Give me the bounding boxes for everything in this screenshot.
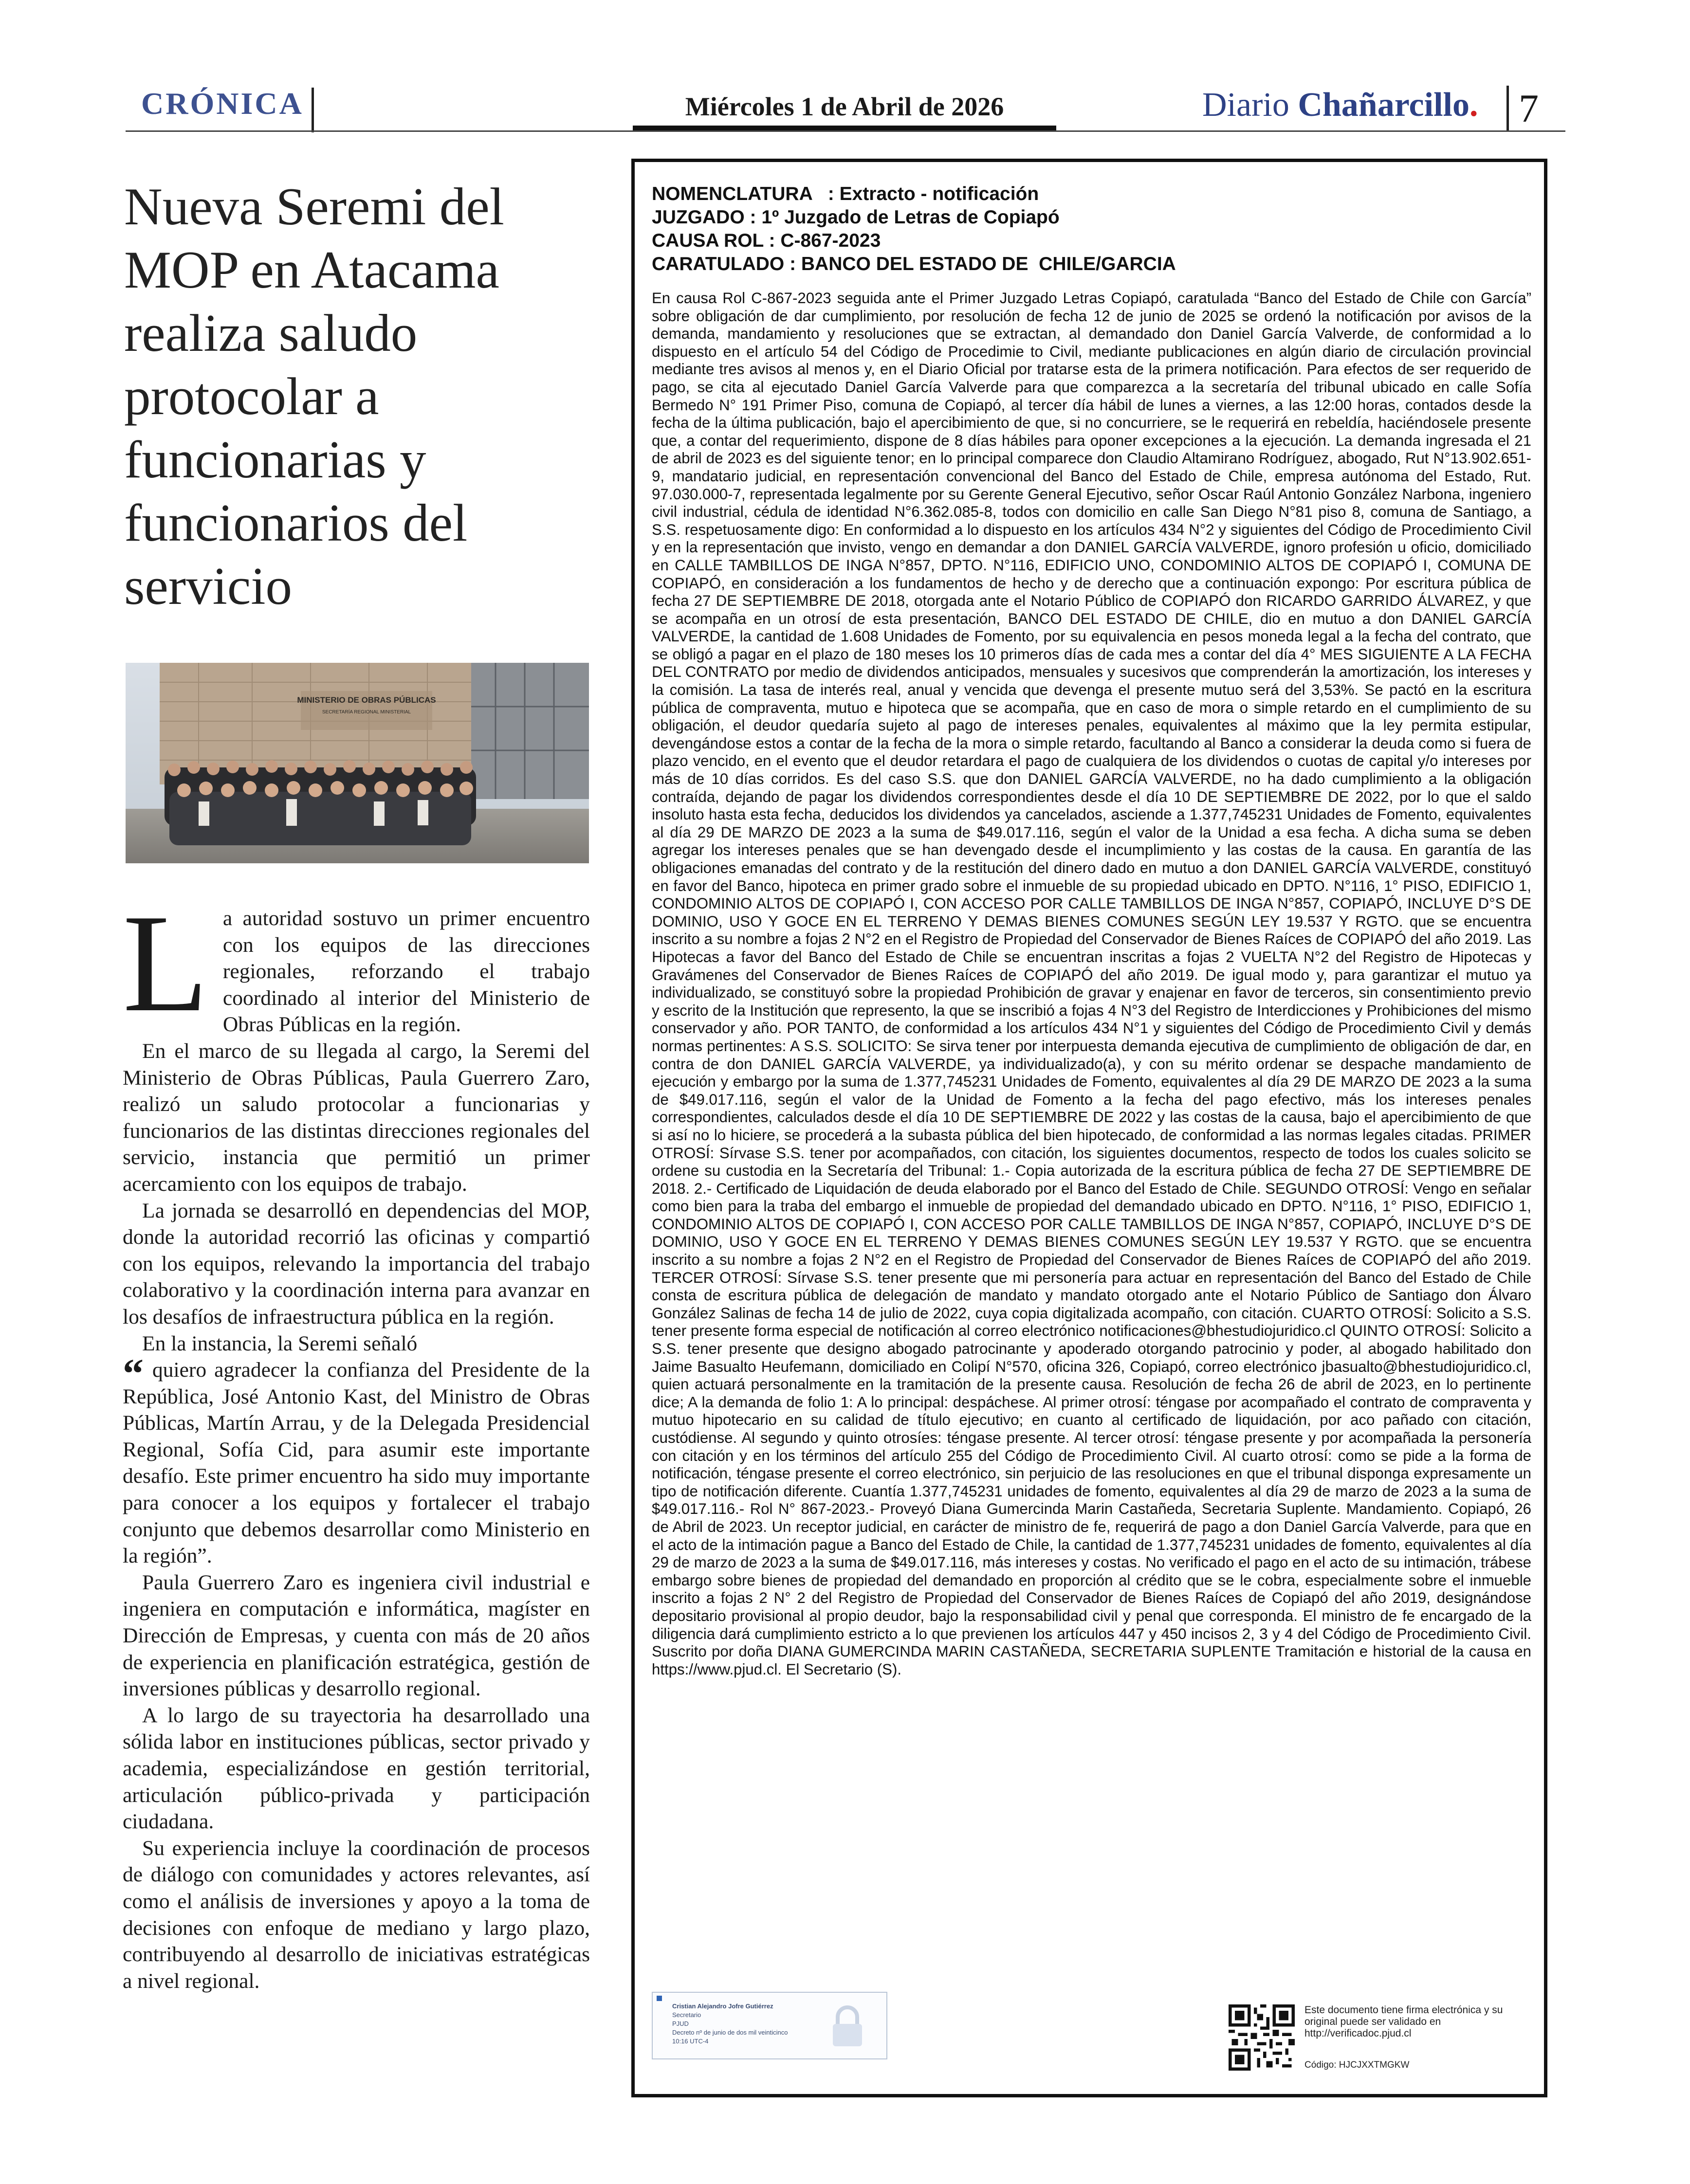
group-photo-illustration <box>126 663 589 863</box>
signer-role: Secretario <box>672 2011 701 2019</box>
article-paragraph: Su experiencia incluye la coordinación de procesos de diálogo con comunidades y actores relevantes, así como el análisis de inversiones y apoyo a la toma de decisiones con enfoque de mediano y largo plazo, contribuyendo al desarrollo de iniciativas estratégicas a nivel regional. <box>123 1836 590 1993</box>
article-paragraph: En la instancia, la Seremi señaló <box>142 1331 418 1355</box>
building-sign-subtitle: SECRETARÍA REGIONAL MINISTERIAL <box>322 710 411 715</box>
article-paragraph: Paula Guerrero Zaro es ingeniera civil industrial e ingeniera en computación e informática, magíster en Dirección de Empresas, y cuenta con más de 20 años de experiencia en planificación estratégica, gestión de inversiones públicas y desarrollo regional. <box>123 1570 590 1701</box>
signature-time: 10:16 UTC-4 <box>672 2038 709 2045</box>
quote-text: quiero agradecer la confianza del Presidente de la República, José Antonio Kast, del Ministro de Obras Públicas, Martín Arrau, y de la Delegada Presidencial Regional, Sofía Cid, para asumir este importante desafío. Este primer encuentro ha sido muy importante para conocer a los equipos y fortalecer el trabajo conjunto que debemos desarrollar como Ministerio en la región”. <box>123 1358 590 1568</box>
article-lead-paragraph <box>123 886 590 1041</box>
pjud-logo-icon <box>657 1996 662 2001</box>
verification-code: Código: HJCJXXTMGKW <box>1304 2060 1410 2070</box>
notice-heading-line: NOMENCLATURA : Extracto - notificación <box>652 183 1039 204</box>
drop-cap: L <box>123 886 208 1041</box>
lead-text: a autoridad sostuvo un primer encuentro con los equipos de las direcciones regionales, reforzando el trabajo coordinado al interior del Ministerio de Obras Públicas en la región. <box>222 907 590 1037</box>
signer-name: Cristian Alejandro Jofre Gutiérrez <box>672 2002 773 2010</box>
qr-code-icon <box>1229 2004 1295 2071</box>
notice-body-text: En causa Rol C-867-2023 seguida ante el Primer Juzgado Letras Copiapó, caratulada “Banco del Estado de Chile con García” sobre obligación de dar cumplimiento, por resolución de fecha 12 de junio de 2025 se ordenó la notificación por avisos de la demanda, mandamiento y resoluciones que se extractan, al demandado don Daniel García Valverde, de conformidad a lo dispuesto en el artículo 54 del Código de Procedimie to Civil, mediante publicaciones en algún diario de circulación provincial mediante tres avisos al menos y, en el Diario Oficial por tratarse esta de la primera notificación. Para efectos de ser requerido de pago, se cita al ejecutado Daniel García Valverde para que comparezca a la secretaría del tribunal ubicado en calle Sofía Bermedo N° 191 Primer Piso, comuna de Copiapó, al tercer día hábil de lunes a viernes, a las 12:00 horas, contados desde la fecha de la última publicación, bajo el apercibimiento de que, si no concurriere, se le requerirá en rebeldía, haciéndosele presente que, a contar del requerimiento, dispone de 8 días hábiles para oponer excepciones a la ejecución. La demanda ingresada el 21 de abril de 2023 es del siguiente tenor; en lo principal comparece don Claudio Altamirano Rodríguez, abogado, Rut N°13.902.651-9, mandatario judicial, en representación convencional del Banco del Estado de Chile, empresa autónoma del Estado, Rut. 97.030.000-7, representada legalmente por su Gerente General Ejecutivo, señor Oscar Raúl Antonio González Narbona, ingeniero civil industrial, cédula de identidad N°6.362.085-8, todos con domicilio en calle San Diego N°81 piso 8, comuna de Santiago, a S.S. respetuosamente digo: En conformidad a lo dispuesto en los artículos 434 N°2 y siguientes del Código de Procedimiento Civil y en la representación que invisto, vengo en demandar a don DANIEL GARCÍA VALVERDE, ignoro profesión u oficio, domiciliado en CALLE TAMBILLOS DE INGA N°857, DPTO. N°116, EDIFICIO UNO, CONDOMINIO ALTOS DE COPIAPÓ I, COMUNA DE COPIAPÓ, en consideración a los fundamentos de hecho y de derecho que a continuación expongo: Por escritura pública de fecha 27 DE SEPTIEMBRE DE 2018, otorgada ante el Notario Público de COPIAPÓ don RICARDO GARRIDO ÁLVAREZ, y que se acompaña en un otrosí de esta presentación, BANCO DEL ESTADO DE CHILE, dio en mutuo a don DANIEL GARCÍA VALVERDE, la cantidad de 1.608 Unidades de Fomento, por su equivalencia en pesos moneda legal a la fecha del contrato, que se obligó a pagar en el plazo de 180 meses los 10 primeros días de cada mes a contar del día 4° MES SIGUIENTE A LA FECHA DEL CONTRATO por medio de dividendos anticipados, mensuales y sucesivos que comprenderán la amortización, los intereses y la comisión. La tasa de interés real, anual y vencida que devenga el presente mutuo será del 3,53%. Se pactó en la escritura pública de compraventa, mutuo e hipoteca que se acompaña, que en caso de mora o simple retardo en el cumplimiento de su obligación, el deudor quedaría sujeto al pago de intereses penales, equivalentes al máximo que la ley permita estipular, devengándose estos a contar de la fecha de la mora o simple retardo, facultando al Banco a considerar la deuda como si fuera de plazo vencido, en el evento que el deudor retardara el pago de cualquiera de los dividendos o cuotas de capital y/o intereses por más de 10 días corridos. Es del caso S.S. que don DANIEL GARCÍA VALVERDE, no ha dado cumplimiento a la obligación contraída, dejando de pagar los dividendos correspondientes desde el día 10 DE SEPTIEMBRE DE 2022, por lo que el saldo insoluto hasta esta fecha, deducidos los dividendos ya cancelados, asciende a 1.377,745231 Unidades de Fomento, equivalentes al día 29 DE MARZO DE 2023 a la suma de $49.017.116, según el valor de la Unidad a esa fecha. A dicha suma se deben agregar los intereses penales que se han devengado desde el incumplimiento y las costas de la causa. En garantía de las obligaciones emanadas del contrato y de la restitución del dinero dado en mutuo a don DANIEL GARCÍA VALVERDE, constituyó en favor del Banco, hipoteca en primer grado sobre el inmueble de su propiedad ubicado en DPTO. N°116, 1° PISO, EDIFICIO 1, CONDOMINIO ALTOS DE COPIAPÓ I, CON ACCESO POR CALLE TAMBILLOS DE INGA N°857, COPIAPÓ, INCLUYE D°S DE DOMINIO, USO Y GOCE EN EL TERRENO Y DEMAS BIENES COMUNES SEGÚN LEY 19.537 Y RGTO. que se encuentra inscrito a su nombre a fojas 2 N°2 en el Registro de Propiedad del Conservador de Bienes Raíces de COPIAPÓ del año 2019. Las Hipotecas a favor del Banco del Estado de Chile se encuentran inscritas a fojas 2 VUELTA N°2 del Registro de Hipotecas y Gravámenes del Conservador de Bienes Raíces de COPIAPÓ del año 2019. De igual modo y, para garantizar el mutuo ya individualizado, se constituyó sobre la propiedad Prohibición de gravar y enajenar en favor de terceros, sin consentimiento previo y escrito de la Institución que represento, la que se inscribió a fojas 4 N°3 del Registro de Interdicciones y Prohibiciones del mismo conservador y año. POR TANTO, de conformidad a los artículos 434 N°1 y siguientes del Código de Procedimiento Civil y demás normas pertinentes: A S.S. SOLICITO: Se sirva tener por interpuesta demanda ejecutiva de cumplimiento de obligación de dar, en contra de don DANIEL GARCÍA VALVERDE, ya individualizado(a), y con su mérito ordenar se despache mandamiento de ejecución y embargo por la suma de 1.377,745231 Unidades de Fomento, equivalentes al día 29 DE MARZO DE 2023 a la suma de $49.017.116, según el valor de la Unidad de Fomento a la fecha del pago efectivo, más los intereses penales correspondientes, calculados desde el día 10 DE SEPTIEMBRE DE 2022 y las costas de la causa, bajo el apercibimiento de que si así no lo hiciere, se procederá a la subasta pública del bien hipotecado, de conformidad a las normas legales citadas. PRIMER OTROSÍ: Sírvase S.S. tener por acompañados, con citación, los siguientes documentos, respecto de todos los cuales solicito se ordene su custodia en la Secretaría del Tribunal: 1.- Copia autorizada de la escritura pública de fecha 27 DE SEPTIEMBRE DE 2018. 2.- Certificado de Liquidación de deuda elaborado por el Banco del Estado de Chile. SEGUNDO OTROSÍ: Vengo en señalar como bien para la traba del embargo el inmueble de propiedad del demandado ubicado en DPTO. N°116, 1° PISO, EDIFICIO 1, CONDOMINIO ALTOS DE COPIAPÓ I, CON ACCESO POR CALLE TAMBILLOS DE INGA N°857, COPIAPÓ, INCLUYE D°S DE DOMINIO, USO Y GOCE EN EL TERRENO Y DEMAS BIENES COMUNES SEGÚN LEY 19.537 Y RGTO. que se encuentra inscrito a su nombre a fojas 2 N°2 en el Registro de Propiedad del Conservador de Bienes Raíces de COPIAPÓ del año 2019. TERCER OTROSÍ: Sírvase S.S. tener presente que mi personería para actuar en representación del Banco del Estado de Chile consta de escritura pública de delegación de mandato y mandato otorgado ante el Notario Público de Santiago don Álvaro González Salinas de fecha 14 de julio de 2022, cuya copia digitalizada acompaño, con citación. CUARTO OTROSÍ: Solicito a S.S. tener presente forma especial de notificación al correo electrónico notificaciones@bhestudiojuridico.cl QUINTO OTROSÍ: Solicito a S.S. tener presente que designo abogado patrocinante y apoderado otorgando patrocinio y poder, al abogado habilitado don Jaime Basualto Heufemann, domiciliado en Colipí N°570, oficina 326, Copiapó, correo electrónico jbasualto@bhestudiojuridico.cl, quien actuará personalmente en la tramitación de la presente causa. Resolución de fecha 26 de abril de 2023, en lo pertinente dice; A la demanda de folio 1: A lo principal: despáchese. Al primer otrosí: téngase por acompañado el contrato de compraventa y mutuo hipotecario en su calidad de título ejecutivo; en cuanto al certificado de liquidación, por aco pañado con citación, custódiense. Al segundo y quinto otrosíes: téngase presente. Al tercer otrosí: téngase presente y por acompañada la personería con citación y en los términos del artículo 255 del Código de Procedimiento Civil. Al cuarto otrosí: como se pide a la forma de notificación, téngase presente el correo electrónico, sin perjuicio de las resoluciones en que el tribunal disponga expresamente un tipo de notificación diferente. Cuantía 1.377,745231 unidades de fomento, equivalentes al día 29 de marzo de 2023 a la suma de $49.017.116.- Rol N° 867-2023.- Proveyó Diana Gumercinda Marin Castañeda, Secretaria Suplente. Mandamiento. Copiapó, 26 de Abril de 2023. Un receptor judicial, en carácter de ministro de fe, requerirá de pago a don Daniel García Valverde, para que en el acto de la intimación pague a Banco del Estado de Chile, la cantidad de 1.377,745231 unidades de fomento, equivalentes al día 29 de marzo de 2023 a la suma de $49.017.116, más intereses y costas. No verificado el pago en el acto de su intimación, trábese embargo sobre bienes de propiedad del demandado en proporción al crédito que se le cobra, especialmente sobre el inmueble inscrito a fojas 2 N° 2 del Registro de Propiedad del Conservador de Bienes Raíces de Copiapó del año 2019, designándose depositario provisional al propio deudor, bajo la responsabilidad civil y penal que corresponda. El ministro de fe encargado de la diligencia dará cumplimiento estricto a lo que previenen los artículos 447 y 450 incisos 2, 3 y 4 del Código de Procedimiento Civil. Suscrito por doña DIANA GUMERCINDA MARIN CASTAÑEDA, SECRETARIA SUPLENTE Tramitación e historial de la causa en https://www.pjud.cl. El Secretario (S). <box>652 290 1531 1678</box>
header-divider <box>312 88 314 132</box>
date-underline <box>633 126 1056 130</box>
article-paragraph: En el marco de su llegada al cargo, la Seremi del Ministerio de Obras Públicas, Paula Guerrero Zaro, realizó un saludo protocolar a funcionarias y funcionarios de las distintas direcciones regionales del servicio, instancia que permitió un primer acercamiento con los equipos de trabajo. <box>123 1039 590 1196</box>
newspaper-brand: Chañarcillo <box>1298 86 1470 124</box>
header-rule <box>126 130 1565 132</box>
section-label: CRÓNICA <box>141 86 304 121</box>
article-paragraph: La jornada se desarrolló en dependencias del MOP, donde la autoridad recorrió las oficinas y compartió con los equipos, relevando la importancia del trabajo colaborativo y la coordinación interna para avanzar en los desafíos de infraestructura pública en la región. <box>123 1199 590 1329</box>
notice-heading <box>652 182 1176 276</box>
newspaper-dot: . <box>1469 86 1478 124</box>
page-number: 7 <box>1519 86 1539 130</box>
notice-heading-line: JUZGADO : 1º Juzgado de Letras de Copiapó <box>652 207 1060 228</box>
newspaper-prefix: Diario <box>1202 86 1298 124</box>
building-sign-title: MINISTERIO DE OBRAS PÚBLICAS <box>297 695 436 705</box>
article-quote <box>123 1350 590 1569</box>
article-paragraph: A lo largo de su trayectoria ha desarrollado una sólida labor en instituciones públicas, sector privado y academia, especializándose en gestión territorial, articulación público-privada y participación ciudadana. <box>123 1703 590 1834</box>
newspaper-name <box>1202 86 1478 125</box>
article-headline: Nueva Seremi del MOP en Atacama realiza saludo protocolar a funcionarias y funcionarios del servicio <box>124 177 504 616</box>
notice-heading-line: CAUSA ROL : C-867-2023 <box>652 230 881 251</box>
quote-mark-icon: “ <box>123 1350 144 1397</box>
notice-heading-line: CARATULADO : BANCO DEL ESTADO DE CHILE/GARCIA <box>652 254 1176 274</box>
header-divider-right <box>1506 86 1509 130</box>
lock-icon <box>828 2004 867 2048</box>
article-photo <box>126 663 589 863</box>
electronic-signature-block <box>652 1992 887 2059</box>
signer-org: PJUD <box>672 2020 689 2027</box>
legal-notice-box <box>631 159 1547 2097</box>
article-body <box>123 886 590 1994</box>
issue-date: Miércoles 1 de Abril de 2026 <box>685 92 1004 121</box>
signature-date: Decreto nº de junio de dos mil veinticinco <box>672 2029 788 2036</box>
verification-text: Este documento tiene firma electrónica y su original puede ser validado en http://verificadoc.pjud.cl <box>1304 2004 1503 2039</box>
